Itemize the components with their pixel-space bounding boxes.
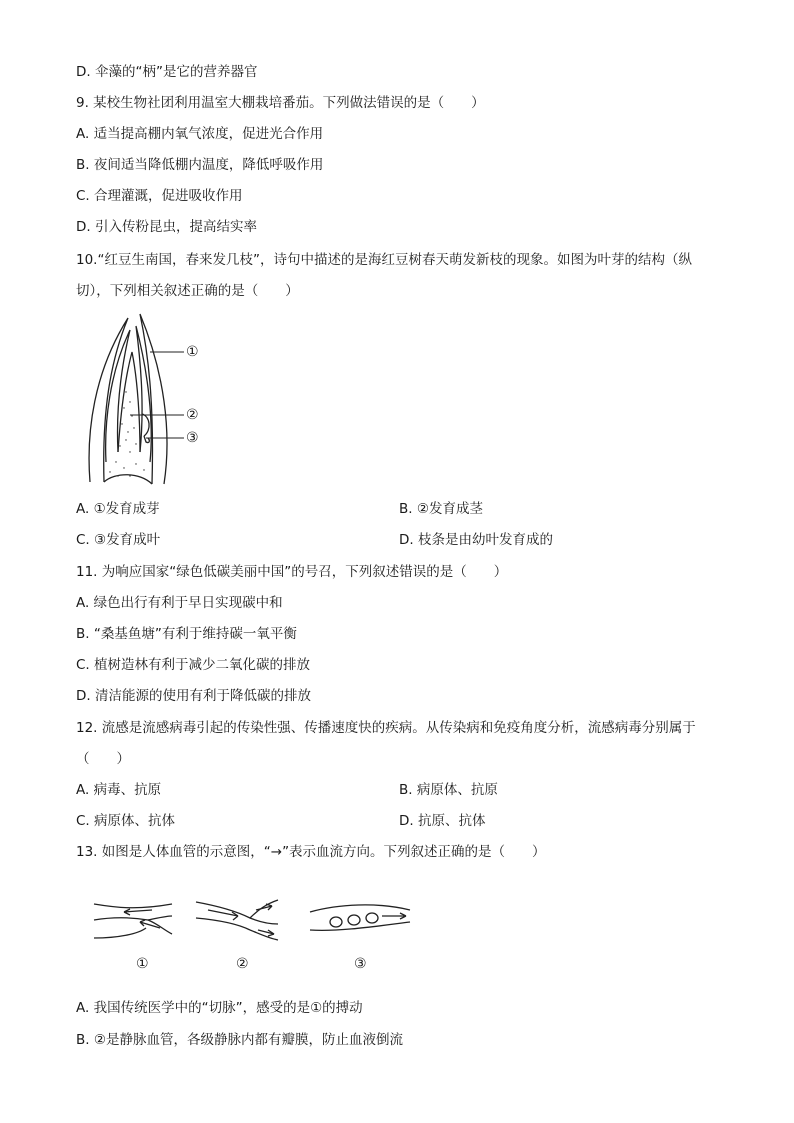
q13-stem: 13. 如图是人体血管的示意图，“→”表示血流方向。下列叙述正确的是（ ） [76, 844, 546, 860]
bud-label-1: ① [186, 344, 199, 360]
q11-option-a: A. 绿色出行有利于早日实现碳中和 [76, 595, 283, 611]
leaf-bud-diagram [80, 312, 220, 492]
blood-vessel-diagram [88, 890, 418, 980]
q12-stem-line1: 12. 流感是流感病毒引起的传染性强、传播速度快的疾病。从传染病和免疫角度分析，流感病毒分别属于 [76, 720, 696, 736]
q12-stem-line2: （ ） [76, 751, 130, 767]
q9-option-c: C. 合理灌溉，促进吸收作用 [76, 188, 243, 204]
q9-option-a: A. 适当提高棚内氧气浓度，促进光合作用 [76, 126, 324, 142]
q9-stem: 9. 某校生物社团利用温室大棚栽培番茄。下列做法错误的是（ ） [76, 95, 485, 111]
q11-option-d: D. 清洁能源的使用有利于降低碳的排放 [76, 688, 311, 704]
q12-option-c: C. 病原体、抗体 [76, 813, 176, 829]
q10-stem-line1: 10.“红豆生南国，春来发几枝”，诗句中描述的是海红豆树春天萌发新枝的现象。如图为叶芽的结构（纵 [76, 252, 692, 268]
q12-option-a: A. 病毒、抗原 [76, 782, 162, 798]
bud-label-3: ③ [186, 430, 199, 446]
q11-stem: 11. 为响应国家“绿色低碳美丽中国”的号召，下列叙述错误的是（ ） [76, 564, 508, 580]
q10-option-d: D. 枝条是由幼叶发育成的 [399, 532, 553, 548]
q10-option-c: C. ③发育成叶 [76, 532, 161, 548]
q13-option-b: B. ②是静脉血管，各级静脉内都有瓣膜，防止血液倒流 [76, 1032, 403, 1048]
q10-option-b: B. ②发育成茎 [399, 501, 483, 517]
q11-option-b: B. “桑基鱼塘”有利于维持碳一氧平衡 [76, 626, 297, 642]
q10-option-a: A. ①发育成芽 [76, 501, 160, 517]
q13-option-a: A. 我国传统医学中的“切脉”，感受的是①的搏动 [76, 1000, 363, 1016]
q11-option-c: C. 植树造林有利于减少二氧化碳的排放 [76, 657, 311, 673]
q10-stem-line2: 切），下列相关叙述正确的是（ ） [76, 283, 299, 299]
q9-option-b: B. 夜间适当降低棚内温度，降低呼吸作用 [76, 157, 324, 173]
q8-option-d: D. 伞藻的“柄”是它的营养器官 [76, 64, 258, 80]
q12-option-d: D. 抗原、抗体 [399, 813, 486, 829]
vessel-label-2: ② [236, 956, 249, 972]
bud-label-2: ② [186, 407, 199, 423]
q12-option-b: B. 病原体、抗原 [399, 782, 498, 798]
q9-option-d: D. 引入传粉昆虫，提高结实率 [76, 219, 257, 235]
vessel-label-1: ① [136, 956, 149, 972]
vessel-label-3: ③ [354, 956, 367, 972]
